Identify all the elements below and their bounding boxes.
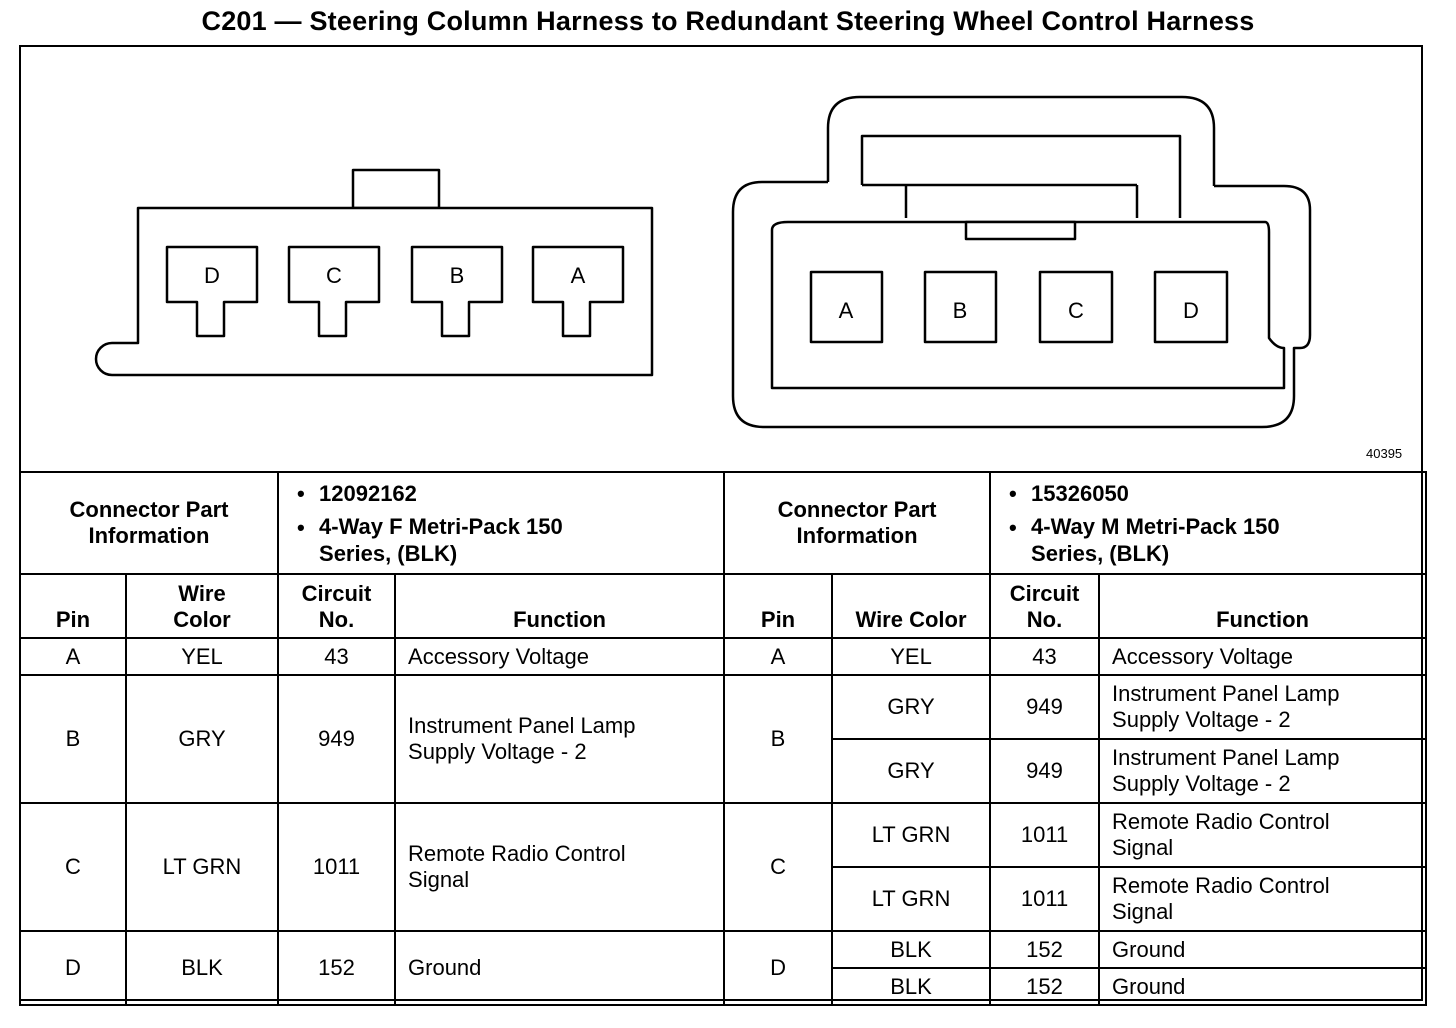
left-pin: B bbox=[20, 675, 126, 803]
right-wire: GRY bbox=[832, 675, 990, 739]
left-function: Ground bbox=[395, 931, 724, 1005]
left-pin-label: B bbox=[449, 263, 465, 288]
left-pin: A bbox=[20, 638, 126, 675]
left-header-pin: Pin bbox=[20, 574, 126, 638]
table-row bbox=[20, 803, 1426, 867]
part-info-row bbox=[20, 472, 1426, 574]
left-connector-body bbox=[96, 170, 652, 375]
right-pin-label: D bbox=[1183, 298, 1199, 323]
left-info-values: • 12092162 • 4-Way F Metri-Pack 150 Series, (BLK) bbox=[278, 472, 724, 574]
right-connector-body bbox=[733, 97, 1310, 427]
header-row bbox=[20, 574, 1426, 638]
left-wire: GRY bbox=[126, 675, 278, 803]
left-wire: LT GRN bbox=[126, 803, 278, 931]
left-part-number: 12092162 bbox=[319, 481, 417, 506]
right-function: Instrument Panel Lamp Supply Voltage - 2 bbox=[1099, 675, 1426, 739]
right-circuit: 1011 bbox=[990, 867, 1099, 931]
right-header-circuit: Circuit No. bbox=[990, 574, 1099, 638]
right-wire: BLK bbox=[832, 931, 990, 968]
right-wire: YEL bbox=[832, 638, 990, 675]
left-function: Instrument Panel Lamp Supply Voltage - 2 bbox=[395, 675, 724, 803]
left-circuit: 152 bbox=[278, 931, 395, 1005]
right-pin: D bbox=[724, 931, 832, 1005]
right-info-label: Connector Part Information bbox=[724, 472, 990, 574]
right-pin: B bbox=[724, 675, 832, 803]
right-function: Accessory Voltage bbox=[1099, 638, 1426, 675]
right-function: Ground bbox=[1099, 931, 1426, 968]
left-header-circuit: Circuit No. bbox=[278, 574, 395, 638]
right-function: Ground bbox=[1099, 968, 1426, 1005]
right-wire: BLK bbox=[832, 968, 990, 1005]
table-row bbox=[20, 638, 1426, 675]
left-part-desc: 4-Way F Metri-Pack 150 Series, (BLK) bbox=[319, 514, 563, 566]
right-pin-label: C bbox=[1068, 298, 1084, 323]
left-header-function: Function bbox=[395, 574, 724, 638]
right-circuit: 43 bbox=[990, 638, 1099, 675]
left-wire: YEL bbox=[126, 638, 278, 675]
left-header-wire: Wire Color bbox=[126, 574, 278, 638]
table-row bbox=[20, 675, 1426, 739]
page-title: C201 — Steering Column Harness to Redundant Steering Wheel Control Harness bbox=[201, 6, 1255, 36]
right-info-values: • 15326050 • 4-Way M Metri-Pack 150 Series, (BLK) bbox=[990, 472, 1426, 574]
right-header-function: Function bbox=[1099, 574, 1426, 638]
left-info-label: Connector Part Information bbox=[20, 472, 278, 574]
right-wire: LT GRN bbox=[832, 803, 990, 867]
right-pin-label: B bbox=[952, 298, 968, 323]
left-circuit: 949 bbox=[278, 675, 395, 803]
left-function: Accessory Voltage bbox=[395, 638, 724, 675]
right-function: Remote Radio Control Signal bbox=[1099, 867, 1426, 931]
right-circuit: 1011 bbox=[990, 803, 1099, 867]
right-header-wire: Wire Color bbox=[832, 574, 990, 638]
left-pin-label: D bbox=[204, 263, 220, 288]
left-pin: C bbox=[20, 803, 126, 931]
right-pin: C bbox=[724, 803, 832, 931]
left-function: Remote Radio Control Signal bbox=[395, 803, 724, 931]
right-pin: A bbox=[724, 638, 832, 675]
right-circuit: 949 bbox=[990, 675, 1099, 739]
figure-code: 40395 bbox=[1366, 446, 1403, 461]
pinout-table bbox=[19, 471, 1427, 1006]
left-pin-label: A bbox=[570, 263, 586, 288]
right-circuit: 152 bbox=[990, 968, 1099, 1005]
right-circuit: 949 bbox=[990, 739, 1099, 803]
right-wire: GRY bbox=[832, 739, 990, 803]
right-circuit: 152 bbox=[990, 931, 1099, 968]
left-circuit: 1011 bbox=[278, 803, 395, 931]
right-part-number: 15326050 bbox=[1031, 481, 1129, 506]
table-row bbox=[20, 931, 1426, 968]
right-wire: LT GRN bbox=[832, 867, 990, 931]
left-pin-label: C bbox=[326, 263, 342, 288]
left-pin: D bbox=[20, 931, 126, 1005]
right-function: Instrument Panel Lamp Supply Voltage - 2 bbox=[1099, 739, 1426, 803]
right-header-pin: Pin bbox=[724, 574, 832, 638]
right-function: Remote Radio Control Signal bbox=[1099, 803, 1426, 867]
right-part-desc: 4-Way M Metri-Pack 150 Series, (BLK) bbox=[1031, 514, 1280, 566]
left-wire: BLK bbox=[126, 931, 278, 1005]
left-circuit: 43 bbox=[278, 638, 395, 675]
connector-diagram bbox=[0, 0, 1456, 470]
right-pin-label: A bbox=[838, 298, 854, 323]
